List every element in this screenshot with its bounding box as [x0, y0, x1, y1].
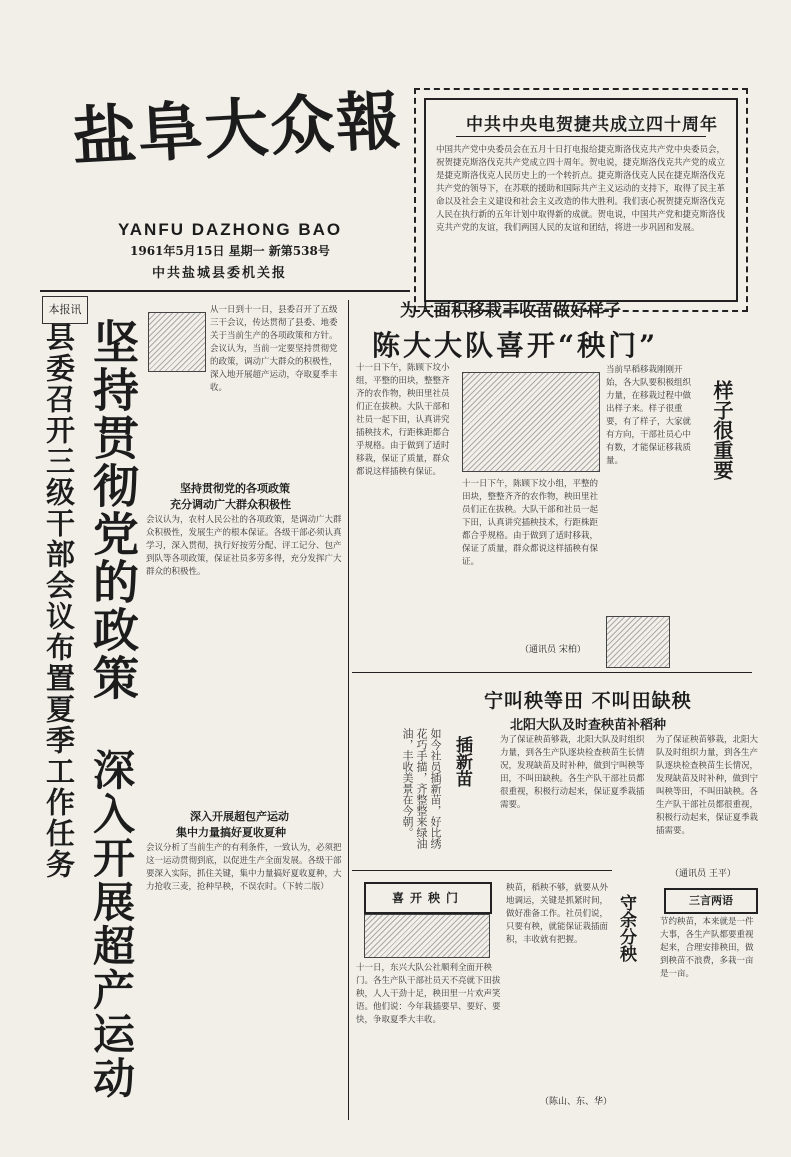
- second-subhead: 北阳大队及时查秧苗补稻种: [510, 718, 667, 733]
- bottom-caption: （陈山、东、华）: [540, 1097, 613, 1107]
- transplant-illustration: [462, 372, 600, 472]
- second-caption: （通讯员 王平）: [670, 869, 736, 879]
- feature-body-cont: 十一日下午，陈顾下坟小组，平整的田块，整整齐齐的农作物，秧田里社员们正在拔秧。大队干部和社员一起下田，认真讲究插秧技术，行距株距都合乎规格。由于做到了适时移栽，保证了质量，群众都说这样插秧有保证。: [462, 479, 599, 567]
- feature-kicker: 为大面积移栽丰收苗做好样子: [400, 301, 621, 321]
- feature-body: 十一日下午，陈顾下坟小组，平整的田块，整整齐齐的农作物，秧田里社员们正在拔秧。大队干部和社员一起下田，认真讲究插秧技术，行距株距都合乎规格。由于做到了适时移栽，保证了质量，群众都说这样插秧有保证。: [356, 363, 450, 477]
- column-divider: [348, 300, 349, 1120]
- lead-subhead-1: 坚持贯彻党的各项政策: [180, 482, 290, 495]
- bottom-divider: [352, 870, 612, 871]
- bottom-right-body: 秧苗，稻秧不够，就要从外地调运，关键是抓紧时间，做好准备工作。社员们说，只要有秧，就能保证栽插面积，丰收就有把握。: [506, 883, 609, 945]
- poem-text: 如今社员插新苗，好比绣花巧手描，齐整整来绿油油，丰收美景在今朝。: [401, 728, 442, 849]
- sidebar-body: 当前早稻移栽刚刚开始，各大队要积极组织力量，在移栽过程中做出样子来。样子很重要，有了样子，大家就有方向，干部社员心中有数，才能保证移栽质量。: [606, 365, 692, 466]
- bottom-banner: 喜开秧门: [364, 882, 492, 914]
- feature-headline: 陈大大队喜开“秧门”: [372, 329, 659, 362]
- corner-banner: 三言两语: [664, 888, 758, 914]
- bottom-body: 十一日，东兴大队公社顺利全面开秧门。各生产队干部社员天不亮就下田拔秧，人人干劲十足，秧田里一片欢声笑语。他们说：今年栽插要早、要好、要快，争取夏季大丰收。: [356, 963, 501, 1025]
- congrats-box: [414, 88, 748, 312]
- congrats-headline: 中共中央电贺捷共成立四十周年: [466, 115, 718, 135]
- lead-intro: 从一日到十一日，县委召开了五级三干会议，传达贯彻了县委、地委关于当前生产的各项政策和方针。会议认为，当前一定要坚持贯彻党的政策，调动广大群众的积极性，深入地开展超产运动，夺取夏季丰收。: [210, 305, 338, 393]
- second-body-left: 为了保证秧苗够栽，北阳大队及时组织力量，到各生产队逐块检查秧苗生长情况，发现缺苗及时补种，做到宁叫秧等田，不叫田缺秧。各生产队干部社员都很重视，积极行动起来，保证夏季栽插需要。: [500, 735, 645, 810]
- lead-body-2: 会议分析了当前生产的有利条件，一致认为，必须把这一运动贯彻到底，以促进生产全面发展。各级干部要深入实际，抓住关键，集中力量搞好夏收夏种，大力抢收三麦，抢种早秧，不误农时。（下转二版）: [146, 843, 342, 892]
- flag-illustration: [148, 312, 206, 372]
- lead-subhead-4: 集中力量搞好夏收夏种: [176, 826, 286, 839]
- news-badge: 本报讯: [42, 296, 88, 324]
- masthead-romanized: YANFU DAZHONG BAO: [118, 220, 343, 239]
- bottom-illustration: [364, 914, 490, 958]
- publisher-line: 中共盐城县委机关报: [152, 266, 288, 281]
- sidebar-stamp: [606, 616, 670, 668]
- poem-title: 插新苗: [452, 736, 472, 787]
- congrats-inner: [424, 98, 738, 302]
- lead-big-heading-1: 坚持贯彻党的政策: [86, 318, 140, 702]
- feature-caption: （通讯员 宋柏）: [520, 645, 586, 655]
- section-divider: [352, 672, 752, 673]
- sidebar-heading: 样子很重要: [710, 380, 734, 480]
- corner-body: 节约秧苗，本来就是一件大事，各生产队都要重视起来，合理安排秧田，做到秧苗不浪费，多栽一亩是一亩。: [660, 917, 754, 979]
- congrats-body: 中国共产党中央委员会在五月十日打电报给捷克斯洛伐克共产党中央委员会，祝贺捷克斯洛伐克共产党成立四十周年。贺电说，捷克斯洛伐克共产党的成立是捷克斯洛伐克人民历史上的一个转折点。捷克斯洛伐克人民在捷克斯洛伐克共产党的领导下，在苏联的援助和国际共产主义运动的支持下，取得了民主革命以及社会主义建设和社会主义改造的伟大胜利。我们衷心祝贺捷克斯洛伐克人民在执行新的五年计划中取得新的成就。贺电说，中国共产党和捷克斯洛伐克共产党的友谊，我们两国人民的友谊和团结，将进一步巩固和发展。: [436, 145, 726, 233]
- divider: [456, 136, 706, 137]
- second-headline: 宁叫秧等田 不叫田缺秧: [484, 690, 692, 712]
- lead-left-heading: 县委召开三级干部会议布置夏季工作任务: [42, 322, 76, 880]
- second-body-right: 为了保证秧苗够栽，北阳大队及时组织力量，到各生产队逐块检查秧苗生长情况，发现缺苗及时补种，做到宁叫秧等田，不叫田缺秧。各生产队干部社员都很重视，积极行动起来，保证夏季栽插需要。: [656, 735, 759, 836]
- lead-subhead-3: 深入开展超包产运动: [190, 810, 289, 823]
- newspaper-masthead: 盐阜大众報: [70, 83, 405, 176]
- lead-body-1: 会议认为，农村人民公社的各项政策，是调动广大群众积极性，发展生产的根本保证。各级干部必须认真学习，深入贯彻，执行好按劳分配、评工记分、包产到队等各项政策，保证社员多劳多得，充分发挥广大群众的积极性。: [146, 515, 342, 577]
- corner-heading: 守余分秧: [616, 894, 636, 962]
- issue-dateline: 1961年5月15日 星期一 新第538号: [130, 244, 330, 258]
- lead-big-heading-2: 深入开展超产运动: [87, 748, 136, 1100]
- masthead-divider: [40, 290, 410, 292]
- lead-subhead-2: 充分调动广大群众积极性: [170, 498, 291, 511]
